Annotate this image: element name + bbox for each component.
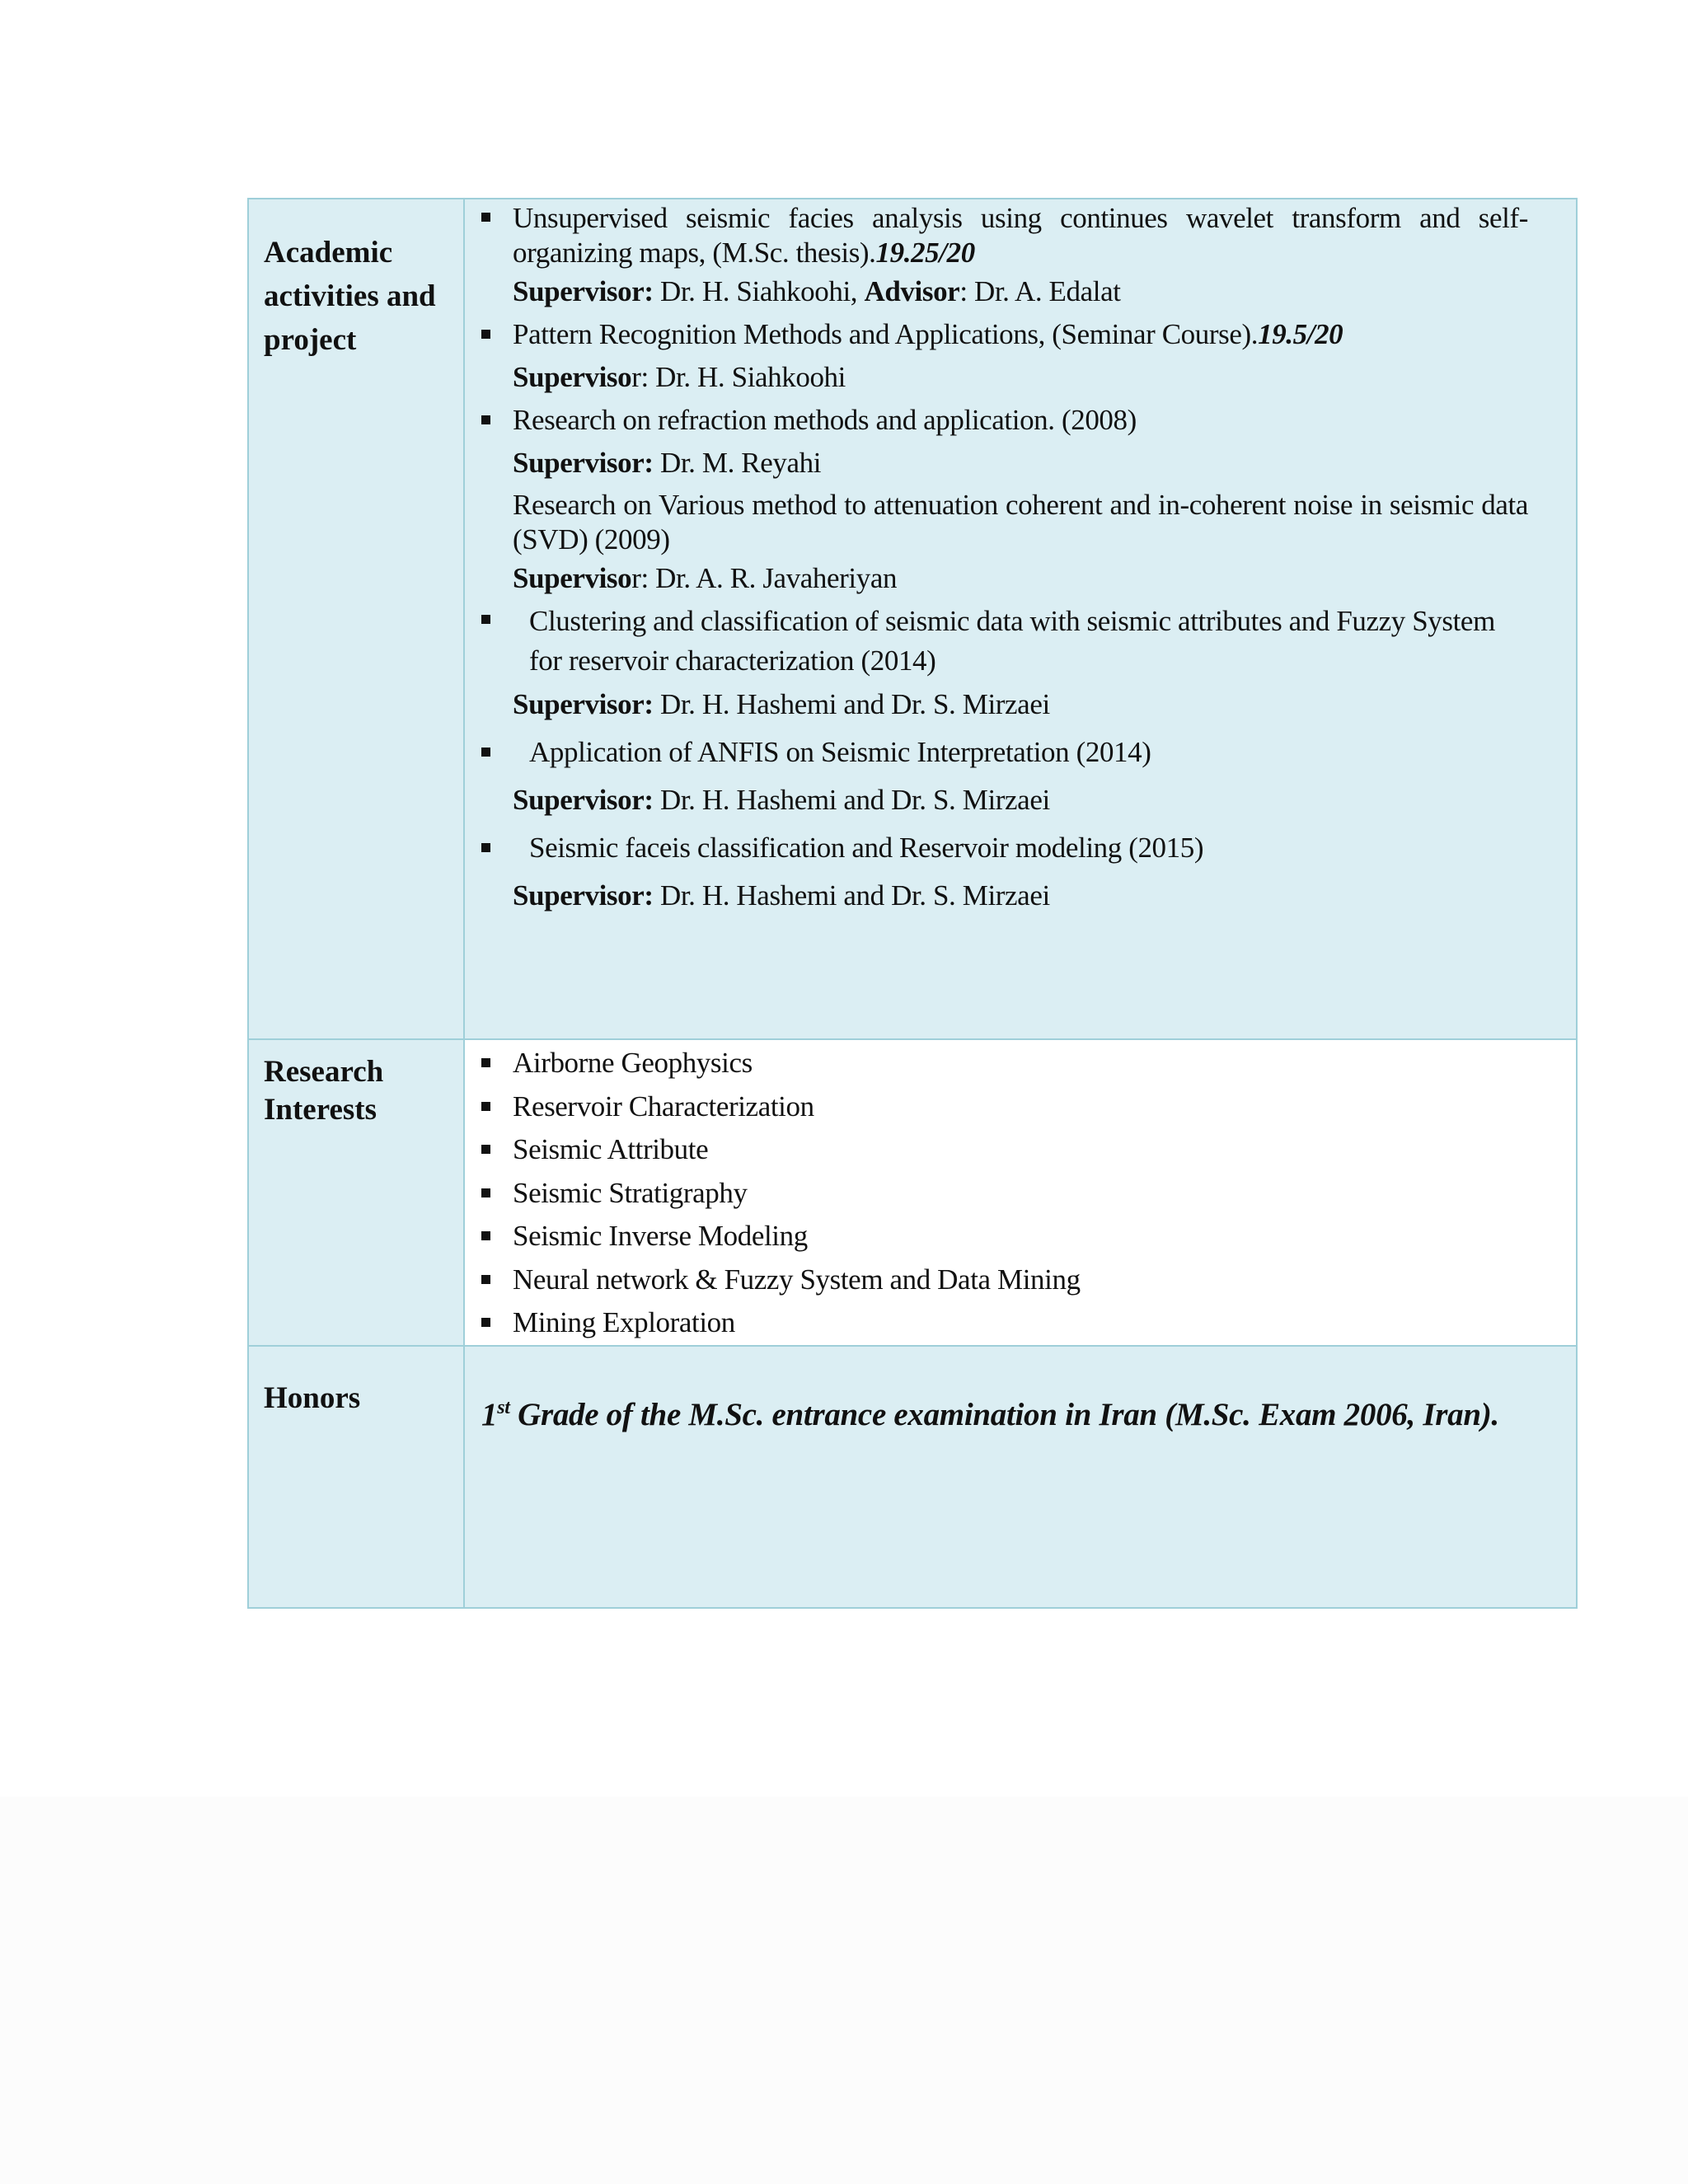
academic-label [249, 199, 463, 362]
academic-row [248, 199, 1577, 1039]
honors-row [248, 1346, 1577, 1608]
academic-item-grade: 19.25/20 [875, 237, 975, 269]
research-list [465, 1040, 1576, 1345]
academic-item-text: Application of ANFIS on Seismic Interpretation (2014) [529, 736, 1151, 768]
honors-rank: 1 [481, 1396, 498, 1432]
bullet-icon [481, 1318, 490, 1327]
academic-item [513, 199, 1528, 270]
bullet-icon [481, 843, 490, 852]
supervisor-value: Dr. H. Siahkoohi, [653, 275, 865, 307]
academic-label-line: Academic [264, 236, 393, 269]
honors-content-cell [464, 1346, 1577, 1608]
supervisor-value: Dr. M. Reyahi [653, 447, 822, 479]
supervisor-label: Supervisor: [513, 879, 654, 912]
cv-table [247, 198, 1578, 1609]
academic-supervisor [513, 681, 1528, 729]
academic-supervisor [513, 356, 1528, 399]
academic-label-cell [248, 199, 464, 1039]
academic-item-text: Clustering and classification of seismic data with seismic attributes and Fuzzy System for reservoir characterization (2014) [529, 605, 1495, 677]
honors-rank-suffix: st [497, 1396, 510, 1418]
research-label-line: Interests [264, 1093, 377, 1127]
supervisor-value: Dr. H. Hashemi and Dr. S. Mirzaei [653, 879, 1050, 912]
honors-label-cell [248, 1346, 464, 1608]
research-label-cell [248, 1039, 464, 1346]
advisor-value: : Dr. A. Edalat [959, 275, 1121, 307]
research-item-text: Seismic Attribute [513, 1133, 709, 1165]
academic-item-text: Unsupervised seismic facies analysis using continues wavelet transform and self-organizing maps, (M.Sc. thesis). [513, 202, 1528, 269]
list-item [513, 1172, 1528, 1216]
bullet-icon [481, 1102, 490, 1111]
bullet-icon [481, 213, 490, 222]
honors-description: Grade of the M.Sc. entrance examination in Iran (M.Sc. Exam 2006, Iran). [509, 1396, 1499, 1432]
honors-label: Honors [264, 1380, 361, 1415]
academic-item-text: Research on Various method to attenuation coherent and in-coherent noise in seismic data (SVD) (2009) [513, 489, 1528, 555]
list-item [513, 1258, 1528, 1302]
supervisor-label: Supervisor: [513, 784, 654, 816]
academic-supervisor [513, 270, 1528, 313]
academic-label-line: project [264, 323, 357, 357]
research-item-text: Neural network & Fuzzy System and Data Mining [513, 1263, 1081, 1296]
page-bottom-shade [0, 1797, 1688, 2184]
honors-text [465, 1347, 1576, 1433]
academic-item [513, 824, 1528, 872]
bullet-icon [481, 748, 490, 757]
academic-item-text: Pattern Recognition Methods and Applications, (Seminar Course). [513, 318, 1259, 350]
supervisor-value: r: Dr. A. R. Javaheriyan [631, 562, 898, 594]
academic-item [513, 485, 1528, 557]
bullet-icon [481, 1231, 490, 1240]
academic-label-line: activities and [264, 279, 436, 313]
supervisor-label: Superviso [513, 562, 632, 594]
academic-supervisor [513, 442, 1528, 485]
supervisor-value: r: Dr. H. Siahkoohi [631, 361, 846, 393]
academic-supervisor [513, 557, 1528, 600]
bullet-icon [481, 330, 490, 339]
list-item [513, 1301, 1528, 1345]
academic-item [513, 313, 1528, 356]
list-item [513, 1042, 1528, 1085]
list-item [513, 1215, 1528, 1258]
academic-supervisor [513, 776, 1528, 824]
academic-supervisor [513, 872, 1528, 920]
research-item-text: Mining Exploration [513, 1306, 735, 1338]
academic-item [513, 600, 1528, 681]
research-row [248, 1039, 1577, 1346]
supervisor-label: Supervisor: [513, 275, 654, 307]
bullet-icon [481, 1188, 490, 1197]
advisor-label: Advisor [864, 275, 960, 307]
research-item-text: Airborne Geophysics [513, 1047, 753, 1079]
bullet-icon [481, 1058, 490, 1067]
academic-item-text: Research on refraction methods and application. (2008) [513, 404, 1137, 436]
research-item-text: Reservoir Characterization [513, 1090, 814, 1122]
research-label-line: Research [264, 1055, 384, 1089]
academic-item [513, 729, 1528, 776]
research-item-text: Seismic Inverse Modeling [513, 1220, 808, 1252]
supervisor-label: Superviso [513, 361, 632, 393]
list-item [513, 1085, 1528, 1129]
academic-item [513, 399, 1528, 442]
bullet-icon [481, 1145, 490, 1154]
bullet-icon [481, 415, 490, 424]
academic-list [465, 199, 1576, 920]
supervisor-value: Dr. H. Hashemi and Dr. S. Mirzaei [653, 784, 1050, 816]
research-label [249, 1040, 463, 1129]
bullet-icon [481, 615, 490, 624]
supervisor-value: Dr. H. Hashemi and Dr. S. Mirzaei [653, 688, 1050, 720]
list-item [513, 1128, 1528, 1172]
academic-item-text: Seismic faceis classification and Reservoir modeling (2015) [529, 832, 1204, 864]
supervisor-label: Supervisor: [513, 447, 654, 479]
bullet-icon [481, 1275, 490, 1284]
supervisor-label: Supervisor: [513, 688, 654, 720]
research-item-text: Seismic Stratigraphy [513, 1176, 748, 1209]
research-content-cell [464, 1039, 1577, 1346]
academic-content-cell [464, 199, 1577, 1039]
academic-item-grade: 19.5/20 [1258, 318, 1343, 350]
